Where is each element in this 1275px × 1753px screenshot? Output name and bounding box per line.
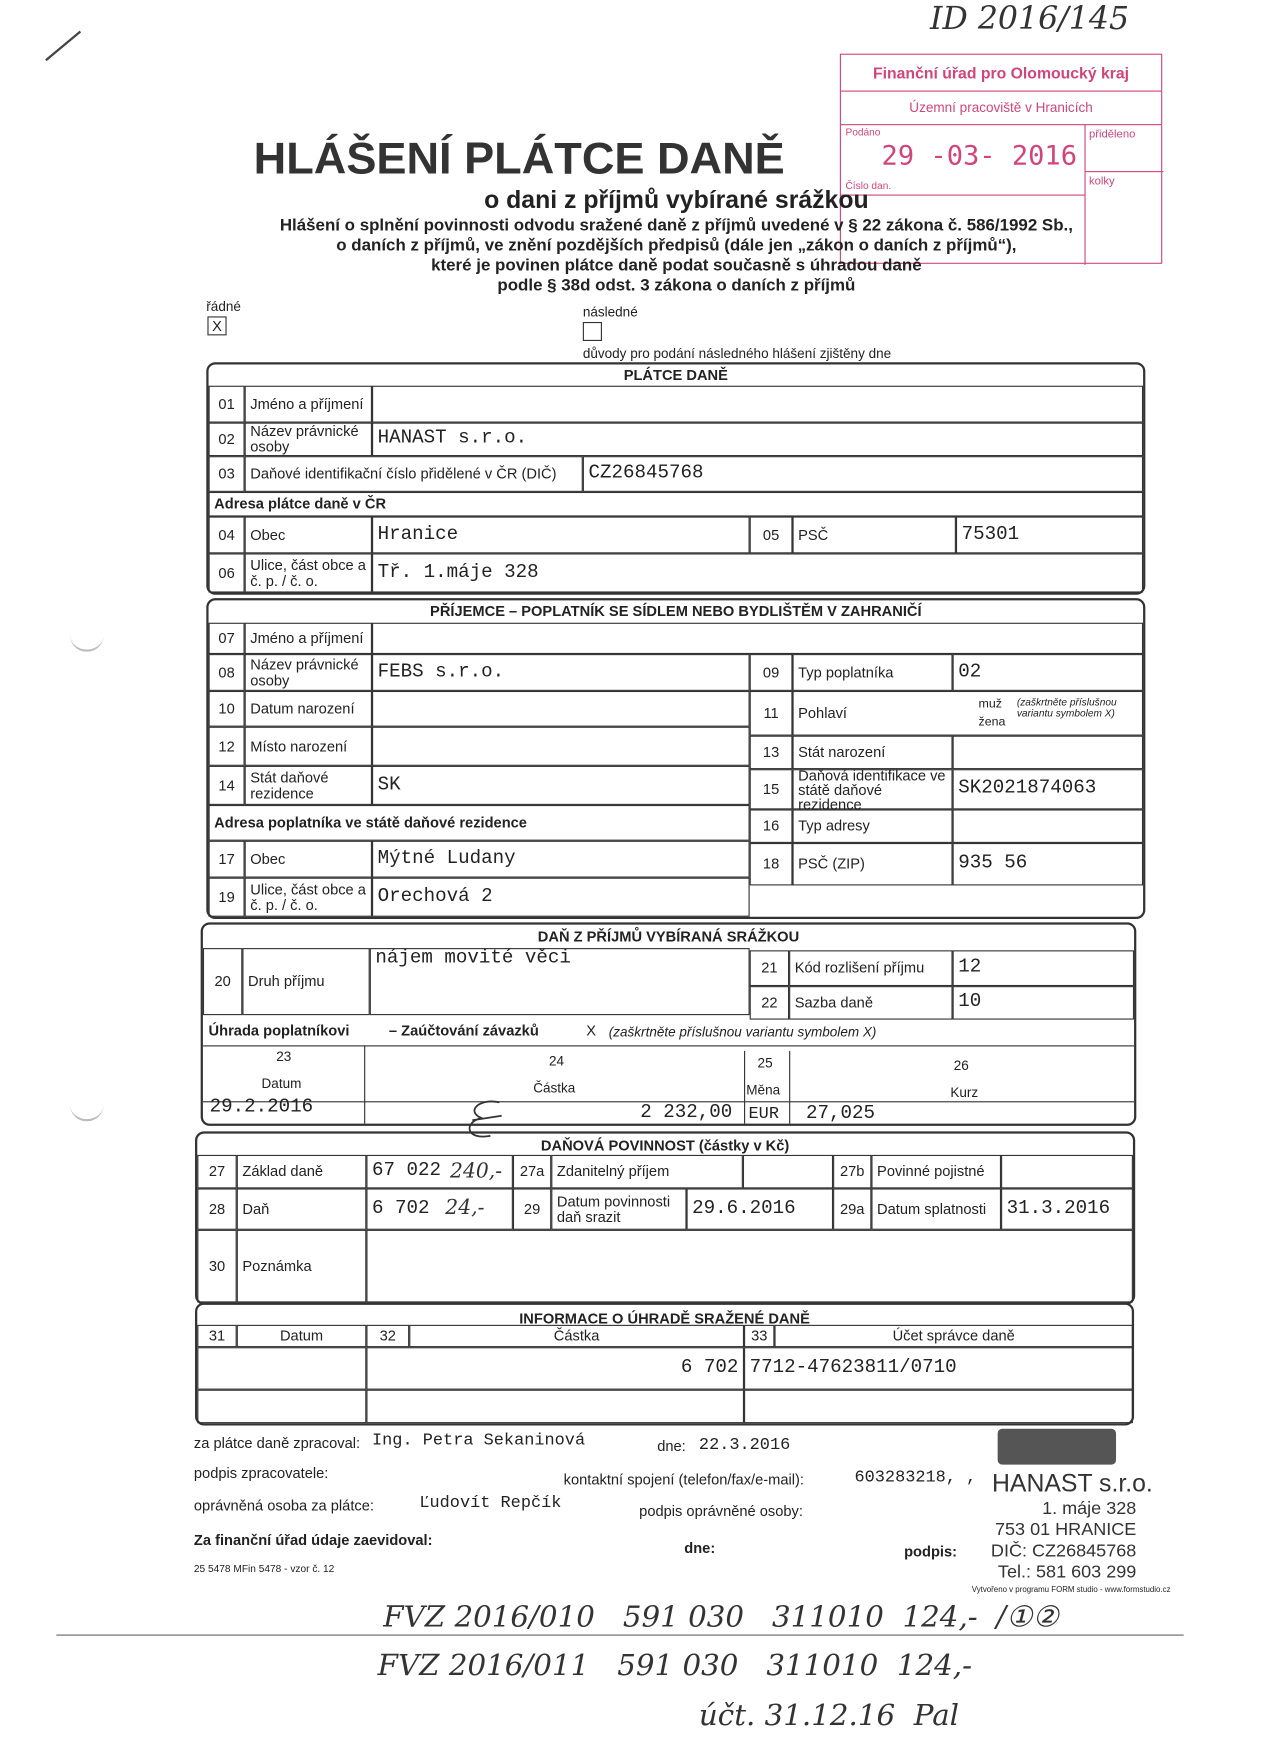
birth-date-field[interactable] — [372, 691, 750, 727]
handwritten-line: FVZ 2016/011 591 030 311010 124,- — [377, 1649, 973, 1683]
paid-date-field-2[interactable] — [197, 1390, 366, 1424]
row-number: 02 — [209, 423, 245, 457]
settlement-mark: X — [586, 1021, 596, 1039]
subsequent-reason: důvody pro podání následného hlášení zjištěny dne — [582, 345, 892, 362]
address-type-field[interactable] — [953, 809, 1144, 843]
row-number: 09 — [750, 654, 793, 691]
recipient-company-field[interactable]: FEBS s.r.o. — [372, 654, 750, 691]
company-stamp — [967, 1498, 1136, 1583]
authorized-person-field[interactable]: Ľudovít Repčík — [419, 1493, 562, 1513]
stamp-branch: Územní pracoviště v Hranicích — [841, 91, 1161, 126]
field-label: Datum narození — [245, 691, 372, 727]
field-label: Částka — [533, 1079, 576, 1096]
stamp-city: 753 01 HRANICE — [994, 1520, 1137, 1540]
form-subtitle: o dani z příjmů vybírané srážkou — [484, 185, 869, 214]
stamp-tel: Tel.: 581 603 299 — [997, 1562, 1137, 1582]
regular-label: řádné — [206, 298, 241, 315]
income-type-field[interactable]: nájem movité věci — [370, 948, 750, 1015]
intro-line: Hlášení o splnění povinnosti odvodu sražené daně z příjmů uvedené v § 22 zákona č. 586/1992 Sb., — [279, 215, 1073, 235]
account-field-2[interactable] — [744, 1390, 1133, 1424]
field-label: PSČ — [792, 517, 955, 554]
row-number: 23 — [276, 1048, 292, 1065]
row-number: 06 — [209, 553, 245, 592]
field-label: Stát daňové rezidence — [245, 766, 372, 805]
stamp-street: 1. máje 328 — [1042, 1499, 1137, 1519]
stamp-kolky: kolky — [1088, 175, 1115, 188]
account-field[interactable]: 7712-47623811/0710 — [744, 1347, 1133, 1389]
row-number: 32 — [366, 1325, 409, 1347]
field-label: Typ adresy — [792, 809, 952, 843]
field-label: Zdanitelný příjem — [551, 1155, 743, 1189]
withholding-date-field[interactable]: 29.6.2016 — [687, 1188, 834, 1229]
authorized-signature-label: podpis oprávněné osoby: — [639, 1502, 803, 1520]
handwritten-line: FVZ 2016/010 591 030 311010 124,- /①② — [383, 1600, 1059, 1635]
field-label: Účet správce daně — [774, 1325, 1132, 1347]
field-label: Název právnické osoby — [245, 654, 372, 691]
field-label: Datum — [261, 1075, 302, 1092]
taxable-income-field[interactable] — [743, 1155, 833, 1189]
tax-field[interactable] — [366, 1188, 513, 1229]
form-code: 25 5478 MFin 5478 - vzor č. 12 — [193, 1562, 335, 1575]
handwritten-line: účt. 31.12.16 Pal — [698, 1699, 960, 1733]
recipient-heading: PŘÍJEMCE – POPLATNÍK SE SÍDLEM NEBO BYDLIŠTĚM V ZAHRANIČÍ — [430, 602, 922, 620]
row-number: 15 — [750, 769, 793, 809]
date-label: dne: — [657, 1437, 686, 1455]
birth-country-field[interactable] — [953, 736, 1144, 770]
stamp-assigned: přiděleno — [1088, 128, 1136, 141]
field-label: Obec — [245, 841, 372, 878]
row-number: 12 — [209, 727, 245, 766]
created-with: Vytvořeno v programu FORM studio - www.formstudio.cz — [971, 1586, 1171, 1595]
stamp-line — [1084, 171, 1163, 172]
field-label: Ulice, část obce a č. p. / č. o. — [245, 878, 372, 917]
divider — [744, 1051, 745, 1124]
sex-hint: (zaškrtněte příslušnou variantu symbolem X) — [1016, 696, 1117, 719]
stamp-dic: DIČ: CZ26845768 — [990, 1541, 1137, 1561]
duty-heading: DAŇOVÁ POVINNOST (částky v Kč) — [540, 1137, 790, 1154]
field-label: Pohlaví — [798, 704, 848, 722]
recipient-zip-field[interactable]: 935 56 — [953, 843, 1144, 885]
foreign-tax-id-field[interactable]: SK2021874063 — [953, 769, 1144, 809]
row-number: 27b — [833, 1155, 871, 1189]
field-label: Obec — [245, 517, 372, 554]
row-number: 26 — [953, 1057, 969, 1074]
company-stamp-name: HANAST s.r.o. — [992, 1469, 1153, 1498]
insurance-field[interactable] — [1001, 1155, 1133, 1189]
tax-base-value: 67 022 — [372, 1160, 442, 1182]
scan-mark — [45, 31, 81, 61]
date-field[interactable]: 22.3.2016 — [698, 1435, 791, 1455]
form-title: HLÁŠENÍ PLÁTCE DANĚ — [253, 134, 785, 184]
field-label: Povinné pojistné — [871, 1155, 1001, 1189]
field-label: Místo narození — [245, 727, 372, 766]
payer-zip-field[interactable]: 75301 — [956, 517, 1143, 554]
row-number: 18 — [750, 843, 793, 885]
stamp-date: 29 -03- 2016 — [881, 139, 1078, 172]
row-number: 29 — [513, 1188, 551, 1229]
signature — [457, 1096, 513, 1146]
payment-info-heading: INFORMACE O ÚHRADĚ SRAŽENÉ DANĚ — [519, 1310, 810, 1328]
intro-line: které je povinen plátce daně podat současně s úhradou daně — [431, 256, 922, 276]
divider — [56, 1635, 1183, 1636]
office-signature-label: podpis: — [904, 1542, 958, 1560]
sex-female-option[interactable]: žena — [978, 715, 1006, 729]
field-label: Daňová identifikace ve státě daňové rezidence — [792, 769, 952, 809]
payer-street-field[interactable]: Tř. 1.máje 328 — [372, 553, 1143, 592]
row-number: 05 — [750, 517, 793, 554]
row-number: 24 — [548, 1053, 565, 1069]
field-label: Základ daně — [237, 1155, 367, 1189]
field-label: Částka — [409, 1325, 744, 1347]
recipient-name-field[interactable] — [372, 623, 1143, 654]
recipient-address-heading: Adresa poplatníka ve státě daňové rezidence — [209, 805, 750, 841]
recipient-city-field[interactable]: Mýtné Ludany — [372, 841, 750, 878]
field-label: Měna — [746, 1082, 781, 1098]
field-label: Jméno a příjmení — [245, 386, 372, 423]
tax-rate-field[interactable]: 10 — [953, 986, 1134, 1020]
payer-company-field[interactable]: HANAST s.r.o. — [372, 423, 1143, 457]
payer-name-field[interactable] — [372, 386, 1143, 423]
note-field[interactable] — [366, 1230, 1133, 1303]
tax-value: 6 702 — [372, 1198, 430, 1220]
row-number: 13 — [750, 736, 793, 770]
office-date-label: dne: — [684, 1539, 716, 1557]
field-label: Kurz — [950, 1084, 979, 1101]
field-label: Daň — [237, 1188, 367, 1229]
rate-field[interactable]: 27,025 — [806, 1103, 876, 1125]
row-number: 21 — [750, 950, 789, 986]
field-label: Název právnické osoby — [245, 423, 372, 457]
divider — [789, 1051, 790, 1124]
authorized-label: oprávněná osoba za plátce: — [193, 1497, 374, 1514]
row-number: 30 — [197, 1230, 236, 1303]
paid-amount-field[interactable]: 6 702 — [366, 1347, 744, 1389]
intro-line: o daních z příjmů, ve znění pozdějších předpisů (dále jen „zákon o daních z příjmů“), — [336, 235, 1017, 255]
field-label: Stát narození — [792, 736, 952, 770]
preparer-signature-label: podpis zpracovatele: — [193, 1464, 329, 1482]
row-number: 11 — [750, 691, 793, 736]
payer-dic-field[interactable]: CZ26845768 — [583, 456, 1143, 492]
divider — [203, 1045, 1134, 1046]
row-number: 29a — [833, 1188, 871, 1229]
row-number: 14 — [209, 766, 245, 805]
punch-hole — [70, 1101, 104, 1121]
sex-male-option[interactable]: muž — [978, 697, 1002, 712]
stamp-office: Finanční úřad pro Olomoucký kraj — [841, 55, 1161, 92]
field-label: Datum povinnosti daň srazit — [551, 1188, 686, 1229]
contact-field[interactable]: 603283218, , — [854, 1467, 977, 1487]
field-label: Poznámka — [237, 1230, 367, 1303]
sex-field[interactable] — [792, 691, 1143, 736]
recipient-street-field[interactable]: Orechová 2 — [372, 878, 750, 917]
row-number: 07 — [209, 623, 245, 654]
intro-line: podle § 38d odst. 3 zákona o daních z příjmů — [497, 276, 856, 296]
paid-amount-field-2[interactable] — [366, 1390, 744, 1424]
row-number: 31 — [197, 1325, 236, 1347]
stamp-number-label: Číslo dan. — [845, 179, 892, 192]
punch-hole — [70, 632, 104, 652]
field-label: PSČ (ZIP) — [792, 843, 952, 885]
field-label: Daňové identifikační číslo přidělené v ČR (DIČ) — [245, 456, 583, 492]
due-date-field[interactable]: 31.3.2016 — [1001, 1188, 1133, 1229]
contact-label: kontaktní spojení (telefon/fax/e-mail): — [563, 1471, 804, 1489]
row-number: 22 — [750, 986, 789, 1020]
amount-field[interactable]: 2 232,00 — [640, 1102, 733, 1124]
payment-hint: (zaškrtněte příslušnou variantu symbolem X) — [608, 1024, 877, 1040]
payer-city-field[interactable]: Hranice — [372, 517, 750, 554]
regular-checkbox[interactable]: X — [207, 316, 226, 335]
company-logo — [998, 1429, 1116, 1465]
birth-place-field[interactable] — [372, 727, 750, 766]
row-number: 20 — [203, 948, 242, 1015]
prepared-label: za plátce daně zpracoval: — [193, 1434, 361, 1452]
handwritten-note: 240,- — [450, 1158, 503, 1183]
form-intro — [0, 216, 1275, 296]
row-number: 17 — [209, 841, 245, 878]
tax-base-field[interactable] — [366, 1155, 513, 1189]
payment-date-field[interactable]: 29.2.2016 — [209, 1096, 314, 1118]
payer-heading: PLÁTCE DANĚ — [623, 366, 728, 384]
row-number: 19 — [209, 878, 245, 917]
prepared-by-field[interactable]: Ing. Petra Sekaninová — [372, 1431, 586, 1451]
row-number: 01 — [209, 386, 245, 423]
stamp-received-label: Podáno — [845, 126, 881, 138]
field-label: Typ poplatníka — [792, 654, 952, 691]
payer-address-heading: Adresa plátce daně v ČR — [209, 492, 1144, 517]
field-label: Ulice, část obce a č. p. / č. o. — [245, 553, 372, 592]
row-number: 27 — [197, 1155, 236, 1189]
paid-date-field[interactable] — [197, 1347, 366, 1389]
handwritten-id: ID 2016/145 — [930, 0, 1130, 37]
row-number: 08 — [209, 654, 245, 691]
tax-heading: DAŇ Z PŘÍJMŮ VYBÍRANÁ SRÁŽKOU — [537, 927, 800, 945]
row-number: 25 — [757, 1055, 773, 1072]
field-label: Datum — [237, 1325, 367, 1347]
row-number: 10 — [209, 691, 245, 727]
currency-field[interactable]: EUR — [748, 1104, 779, 1124]
field-label: Druh příjmu — [242, 948, 369, 1015]
field-label: Datum splatnosti — [871, 1188, 1001, 1229]
row-number: 04 — [209, 517, 245, 554]
row-number: 27a — [513, 1155, 551, 1189]
field-label: Jméno a příjmení — [245, 623, 372, 654]
handwritten-note: 24,- — [445, 1196, 485, 1220]
settlement-option[interactable]: – Zaúčtování závazků — [388, 1021, 539, 1039]
office-label: Za finanční úřad údaje zaevidoval: — [193, 1531, 433, 1549]
residence-country-field[interactable]: SK — [372, 766, 750, 805]
row-number: 28 — [197, 1188, 236, 1229]
row-number: 33 — [744, 1325, 774, 1347]
field-label: Sazba daně — [789, 986, 952, 1020]
recipient-type-field[interactable]: 02 — [953, 654, 1144, 691]
field-label: Kód rozlišení příjmu — [789, 950, 952, 986]
divider — [364, 1045, 365, 1123]
income-code-field[interactable]: 12 — [953, 950, 1134, 986]
row-number: 16 — [750, 809, 793, 843]
payment-option[interactable]: Úhrada poplatníkovi — [208, 1021, 350, 1039]
subsequent-checkbox[interactable] — [583, 322, 602, 341]
row-number: 03 — [209, 456, 245, 492]
subsequent-label: následné — [582, 304, 638, 320]
